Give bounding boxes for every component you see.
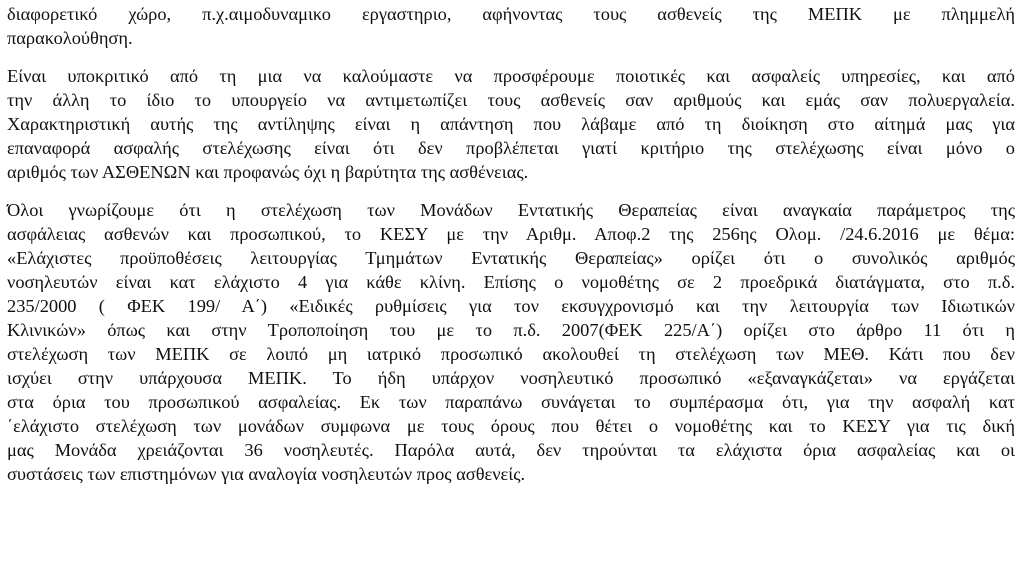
text-line: νοσηλευτών είναι κατ ελάχιστο 4 για κάθε κλίνη. Επίσης ο νομοθέτης σε 2 προεδρικά διατάγματα, στο π.δ. (7, 272, 1015, 292)
paragraph-3 (7, 198, 1015, 486)
text-line: την άλλη το ίδιο το υπουργείο να αντιμετωπίζει τους ασθενείς σαν αριθμούς και εμάς σαν πολυεργαλεία. (7, 90, 1015, 110)
text-line: διαφορετικό χώρο, π.χ.αιμοδυναμικο εργαστηριο, αφήνοντας τους ασθενείς της ΜΕΠΚ με πλημμελή (7, 4, 1015, 24)
text-line: αριθμός των ΑΣΘΕΝΩΝ και προφανώς όχι η βαρύτητα της ασθένειας. (7, 162, 529, 182)
text-line: ισχύει στην υπάρχουσα ΜΕΠΚ. Το ήδη υπάρχον νοσηλευτικό προσωπικό «εξαναγκάζεται» να εργάζεται (7, 368, 1015, 388)
text-line: παρακολούθηση. (7, 28, 133, 48)
text-line: μας Μονάδα χρειάζονται 36 νοσηλευτές. Παρόλα αυτά, δεν τηρούνται τα ελάχιστα όρια ασφαλείας και οι (7, 440, 1015, 460)
text-line: Είναι υποκριτικό από τη μια να καλούμαστε να προσφέρουμε ποιοτικές και ασφαλείς υπηρεσίες, και από (7, 66, 1015, 86)
text-line: «Ελάχιστες προϋποθέσεις λειτουργίας Τμημάτων Εντατικής Θεραπείας» ορίζει ότι ο συνολικός αριθμός (7, 248, 1015, 268)
paragraph-1 (7, 2, 1015, 50)
paragraph-2 (7, 64, 1015, 184)
text-line: στελέχωση των ΜΕΠΚ σε λοιπό μη ιατρικό προσωπικό ακολουθεί τη στελέχωση των ΜΕΘ. Κάτι που δεν (7, 344, 1015, 364)
text-line: Κλινικών» όπως και στην Τροποποίηση του με το π.δ. 2007(ΦΕΚ 225/Α΄) ορίζει στο άρθρο 11 ότι η (7, 320, 1015, 340)
text-line: Όλοι γνωρίζουμε ότι η στελέχωση των Μονάδων Εντατικής Θεραπείας είναι αναγκαία παράμετρος της (7, 200, 1015, 220)
text-line: ΄ελάχιστο στελέχωση των μονάδων συμφωνα με τους όρους που θέτει ο νομοθέτης και το ΚΕΣΥ για τις δική (7, 416, 1015, 436)
text-line: συστάσεις των επιστημόνων για αναλογία νοσηλευτών προς ασθενείς. (7, 464, 526, 484)
text-line: 235/2000 ( ΦΕΚ 199/ Α΄) «Ειδικές ρυθμίσεις για τον εκσυγχρονισμό και την λειτουργία των Ιδιωτικών (7, 296, 1015, 316)
text-line: επαναφορά ασφαλής στελέχωσης είναι ότι δεν προβλέπεται γιατί κριτήριο της στελέχωσης είναι μόνο ο (7, 138, 1015, 158)
text-line: Χαρακτηριστική αυτής της αντίληψης είναι η απάντηση που λάβαμε από τη διοίκηση στο αίτημά μας για (7, 114, 1015, 134)
text-line: στα όρια του προσωπικού ασφαλείας. Εκ των παραπάνω συνάγεται το συμπέρασμα ότι, για την ασφαλή κατ (7, 392, 1015, 412)
text-line: ασφάλειας ασθενών και προσωπικού, το ΚΕΣΥ με την Αριθμ. Αποφ.2 της 256ης Ολομ. /24.6.2016 με θέμα: (7, 224, 1015, 244)
document-body (7, 0, 1015, 500)
